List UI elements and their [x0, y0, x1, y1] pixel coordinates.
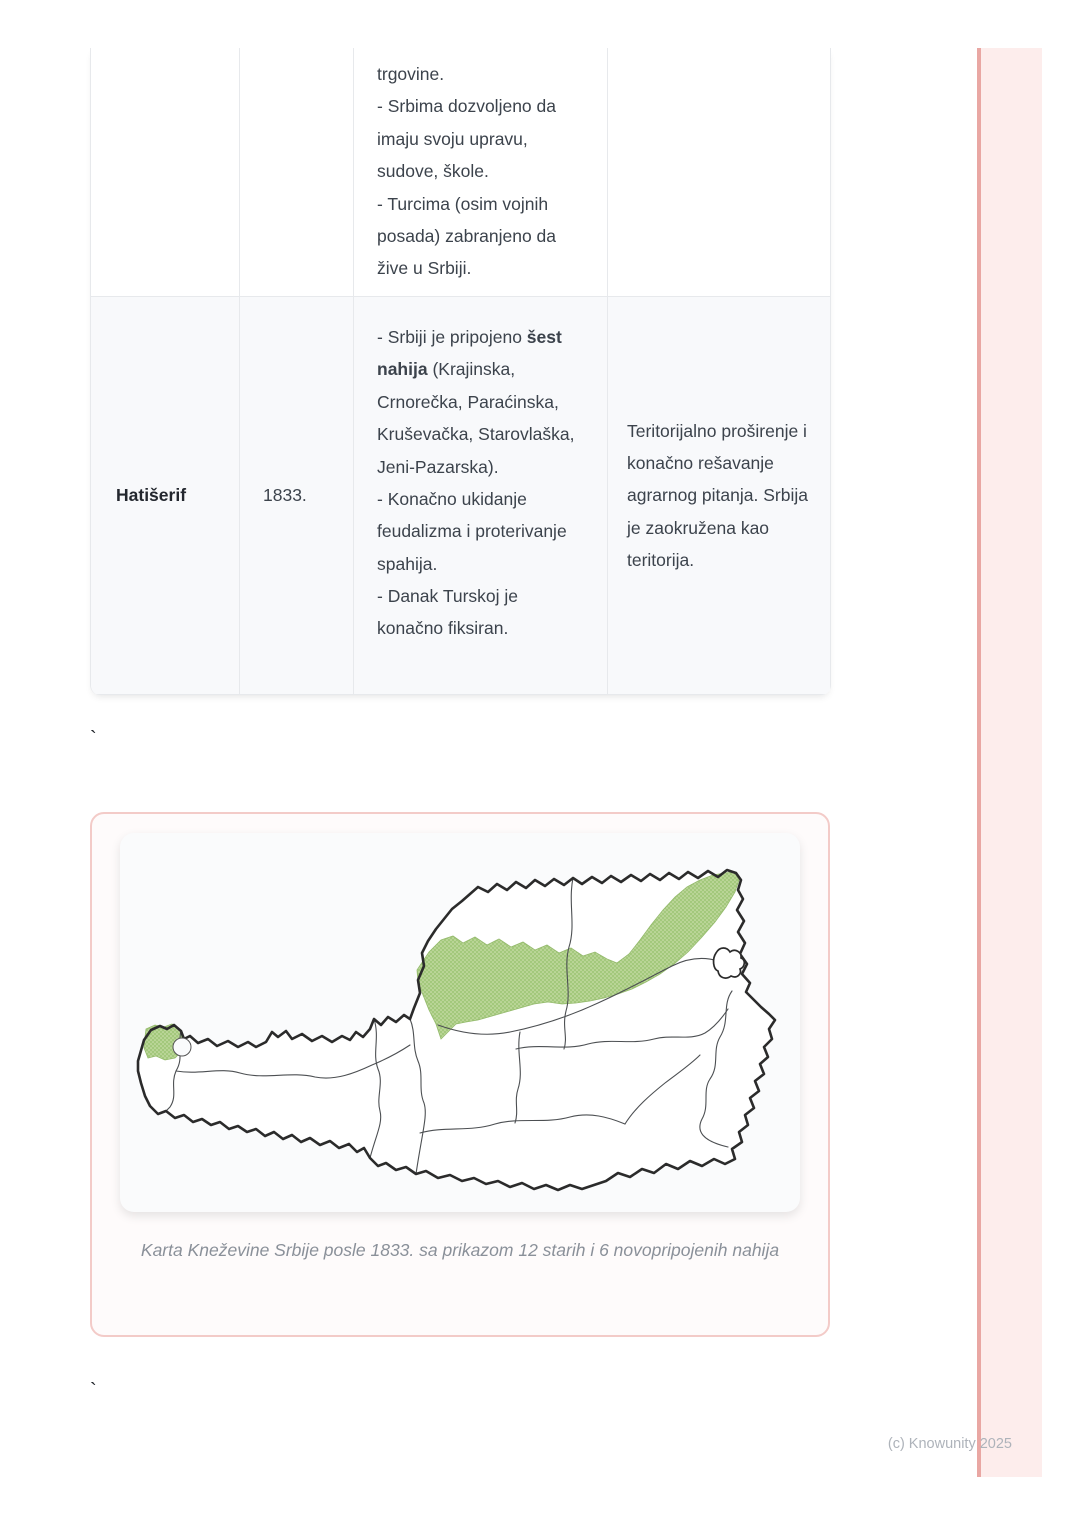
figure-caption: Karta Kneževine Srbije posle 1833. sa prikazom 12 starih i 6 novopripojenih nahija	[140, 1240, 780, 1260]
table-cell-significance-hatiserif: Teritorijalno proširenje i konačno rešavanje agrarnog pitanja. Srbija je zaokružena kao teritorija.	[608, 297, 831, 695]
details-text: - Srbiji je pripojeno	[377, 327, 527, 347]
table-cell-details-row1	[354, 48, 608, 297]
table-cell-significance-row1	[608, 48, 831, 297]
backtick-mark: `	[90, 728, 97, 750]
details-line	[377, 321, 585, 483]
details-text: (Krajinska, Crnorečka, Paraćinska, Kruševačka, Starovlaška, Jeni-Pazarska).	[377, 359, 575, 477]
austria-outline-map	[120, 833, 800, 1212]
table-cell-details-hatiserif	[354, 297, 608, 695]
table-cell-term-hatiserif: Hatišerif	[91, 297, 240, 695]
vienna-enclave	[714, 948, 745, 978]
details-line: - Srbima dozvoljeno da imaju svoju upravu, sudove, škole.	[377, 96, 556, 182]
highlight-strip	[977, 48, 1042, 1477]
details-line: - Konačno ukidanje feudalizma i proterivanje spahija.	[377, 488, 567, 574]
backtick-mark: `	[90, 1380, 97, 1402]
table-cell-year-1833: 1833.	[240, 297, 354, 695]
details-line: - Danak Turskoj je konačno fiksiran.	[377, 586, 519, 639]
details-bold-text: šest nahija	[377, 327, 562, 380]
table-cell-year-row1	[240, 48, 354, 297]
table-cell-term-row1	[91, 48, 240, 297]
history-table	[90, 48, 831, 695]
map-figure-card	[90, 812, 830, 1337]
map-image-container	[120, 833, 800, 1212]
lake-circle	[173, 1038, 191, 1056]
details-line: trgovine.	[377, 64, 445, 84]
details-line: - Turcima (osim vojnih posada) zabranjeno da žive u Srbiji.	[377, 193, 557, 279]
copyright-footer: (c) Knowunity 2025	[887, 1436, 1012, 1452]
